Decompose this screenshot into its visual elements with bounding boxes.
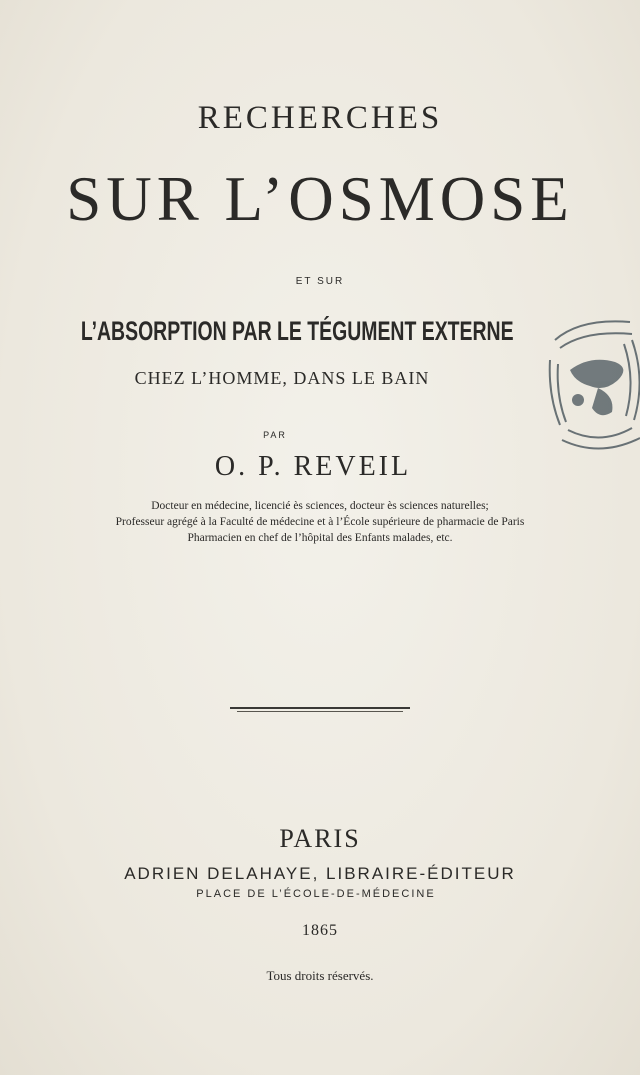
- credential-line-2: Professeur agrégé à la Faculté de médecine et à l’École supérieure de pharmacie de Paris: [115, 516, 525, 528]
- title-line-3: ET SUR: [295, 276, 345, 287]
- credential-line-1: Docteur en médecine, licencié ès sciences, docteur ès sciences naturelles;: [151, 500, 489, 512]
- title-line-5: CHEZ L’HOMME, DANS LE BAIN: [134, 368, 430, 388]
- divider-rule: [230, 707, 410, 709]
- imprint-address: PLACE DE L’ÉCOLE-DE-MÉDECINE: [196, 888, 436, 900]
- by-label: PAR: [263, 430, 287, 440]
- author-name: O. P. REVEIL: [214, 451, 412, 482]
- library-stamp-icon: [520, 300, 640, 460]
- imprint-rights: Tous droits réservés.: [266, 968, 374, 983]
- title-line-1: RECHERCHES: [197, 100, 443, 136]
- imprint-publisher: ADRIEN DELAHAYE, LIBRAIRE-ÉDITEUR: [124, 864, 516, 883]
- imprint-city: PARIS: [279, 824, 361, 853]
- imprint-year: 1865: [302, 922, 338, 939]
- title-line-4: L’ABSORPTION PAR LE TÉGUMENT EXTERNE: [80, 316, 514, 346]
- credential-line-3: Pharmacien en chef de l’hôpital des Enfants malades, etc.: [187, 532, 453, 544]
- title-line-2: SUR L’OSMOSE: [66, 164, 574, 234]
- divider-rule-thin: [237, 711, 403, 712]
